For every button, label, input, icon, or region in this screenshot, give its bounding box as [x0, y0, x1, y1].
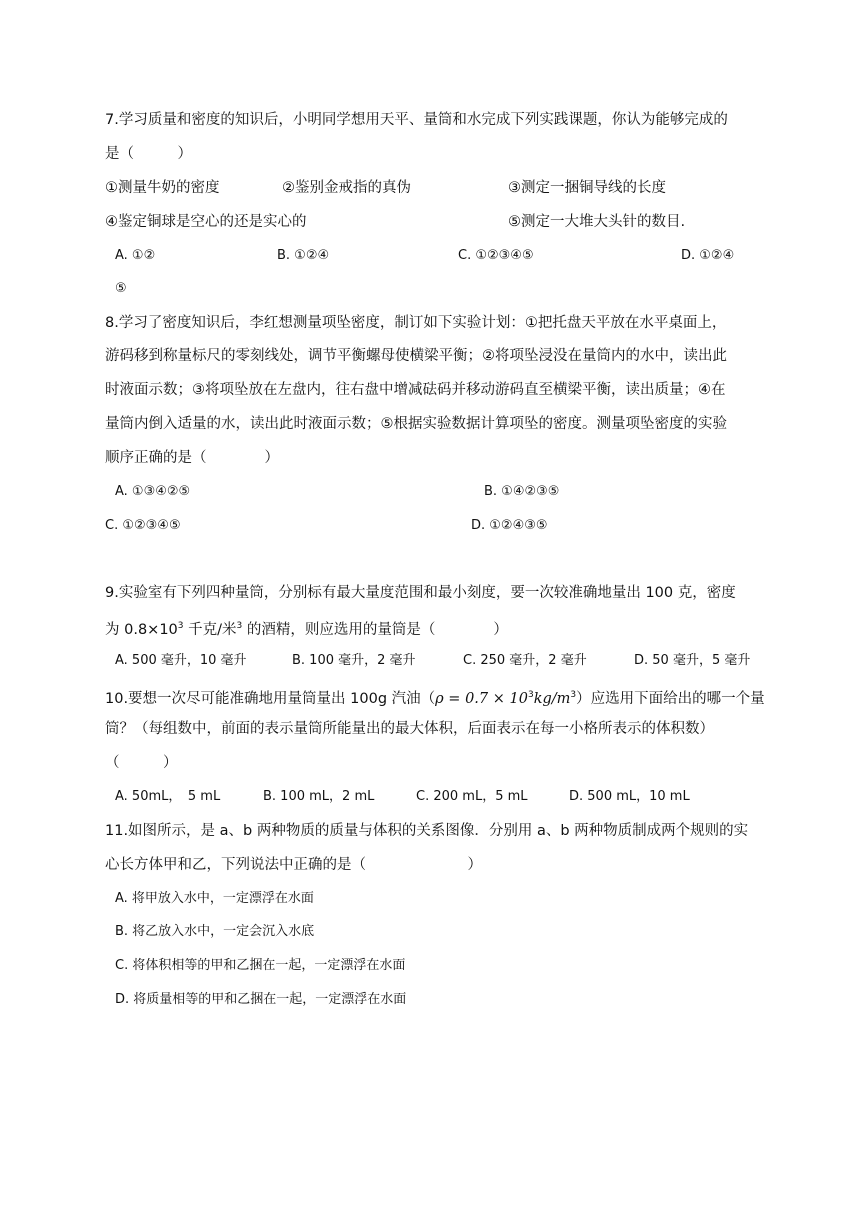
q10-stem-line2: 筒？（每组数中，前面的表示量筒所能量出的最大体积，后面表示在每一小格所表示的体积数）	[105, 721, 714, 737]
q9-line2-text-b: 千克/米	[183, 621, 237, 638]
q9-option-b: B. 100 毫升，2 毫升	[292, 653, 416, 668]
q7-item-3: ③测定一捆铜导线的长度	[508, 180, 666, 196]
q8-stem-line1: 8.学习了密度知识后，李红想测量项坠密度，制订如下实验计划：①把托盘天平放在水平桌面上，	[105, 315, 727, 331]
q7-item-1: ①测量牛奶的密度	[105, 180, 220, 196]
q7-option-a: A. ①②	[115, 248, 156, 263]
q7-stem-line2: 是（ ）	[105, 146, 192, 162]
q8-stem-line5: 顺序正确的是（ ）	[105, 450, 279, 466]
q11-stem-line1: 11.如图所示，是 a、b 两种物质的质量与体积的关系图像．分别用 a、b 两种物质制成两个规则的实	[105, 823, 749, 839]
q7-option-c: C. ①②③④⑤	[458, 248, 534, 263]
q8-option-b: B. ①④②③⑤	[484, 484, 560, 499]
q7-item-5: ⑤测定一大堆大头针的数目.	[508, 214, 686, 230]
q10-line1-text-a: 10.要想一次尽可能准确地用量筒量出 100g 汽油（	[105, 690, 436, 707]
q10-formula-sup2: 3	[570, 690, 577, 700]
q8-option-d: D. ①②④③⑤	[471, 518, 548, 533]
q10-formula-unit: kg/m	[533, 690, 571, 707]
q11-option-a: A. 将甲放入水中，一定漂浮在水面	[115, 891, 314, 906]
q9-line2-sup: 3	[177, 621, 184, 631]
q9-option-a: A. 500 毫升，10 毫升	[115, 653, 247, 668]
q8-stem-line3: 时液面示数；③将项坠放在左盘内，往右盘中增减砝码并移动游码直至横梁平衡，读出质量；④在	[105, 382, 726, 398]
q10-formula-sup: 3	[527, 690, 534, 700]
q11-option-d: D. 将质量相等的甲和乙捆在一起，一定漂浮在水面	[115, 992, 407, 1007]
q8-option-c: C. ①②③④⑤	[105, 518, 181, 533]
q11-option-b: B. 将乙放入水中，一定会沉入水底	[115, 924, 315, 939]
q10-density-formula: ρ = 0.7 × 10	[435, 690, 528, 707]
q7-stem-line1: 7.学习质量和密度的知识后，小明同学想用天平、量筒和水完成下列实践课题，你认为能够完成的	[105, 112, 728, 128]
q9-line2-text-a: 为 0.8×10	[105, 621, 178, 638]
q10-line1-text-b: ）应选用下面给出的哪一个量	[576, 690, 765, 707]
q10-option-c: C. 200 mL，5 mL	[416, 789, 528, 804]
q10-option-b: B. 100 mL，2 mL	[263, 789, 375, 804]
q7-item-2: ②鉴别金戒指的真伪	[282, 180, 411, 196]
q9-stem-line1: 9.实验室有下列四种量筒，分别标有最大量度范围和最小刻度，要一次较准确地量出 100 克，密度	[105, 585, 736, 601]
q8-option-a: A. ①③④②⑤	[115, 484, 191, 499]
q10-option-a: A. 50mL， 5 mL	[115, 789, 221, 804]
q9-option-d: D. 50 毫升，5 毫升	[634, 653, 751, 668]
q8-stem-line4: 量筒内倒入适量的水，读出此时液面示数；⑤根据实验数据计算项坠的密度。测量项坠密度的实验	[105, 416, 727, 432]
q7-option-d-wrap: ⑤	[115, 281, 127, 296]
q11-option-c: C. 将体积相等的甲和乙捆在一起，一定漂浮在水面	[115, 958, 406, 973]
q11-stem-line2: 心长方体甲和乙，下列说法中正确的是（ ）	[105, 857, 482, 873]
q7-item-4: ④鉴定铜球是空心的还是实心的	[105, 214, 307, 230]
q10-stem-line1	[105, 685, 765, 709]
q7-option-b: B. ①②④	[277, 248, 330, 263]
q7-option-d: D. ①②④	[681, 248, 735, 263]
q9-line2-sup2: 3	[236, 621, 243, 631]
q10-option-d: D. 500 mL，10 mL	[569, 789, 690, 804]
q10-stem-line3: （ ）	[105, 755, 178, 771]
q9-stem-line2	[105, 616, 508, 640]
q8-stem-line2: 游码移到称量标尺的零刻线处，调节平衡螺母使横梁平衡；②将项坠浸没在量筒内的水中，读出此	[105, 348, 727, 364]
q9-option-c: C. 250 毫升，2 毫升	[463, 653, 587, 668]
q9-line2-text-c: 的酒精，则应选用的量筒是（ ）	[242, 621, 508, 638]
